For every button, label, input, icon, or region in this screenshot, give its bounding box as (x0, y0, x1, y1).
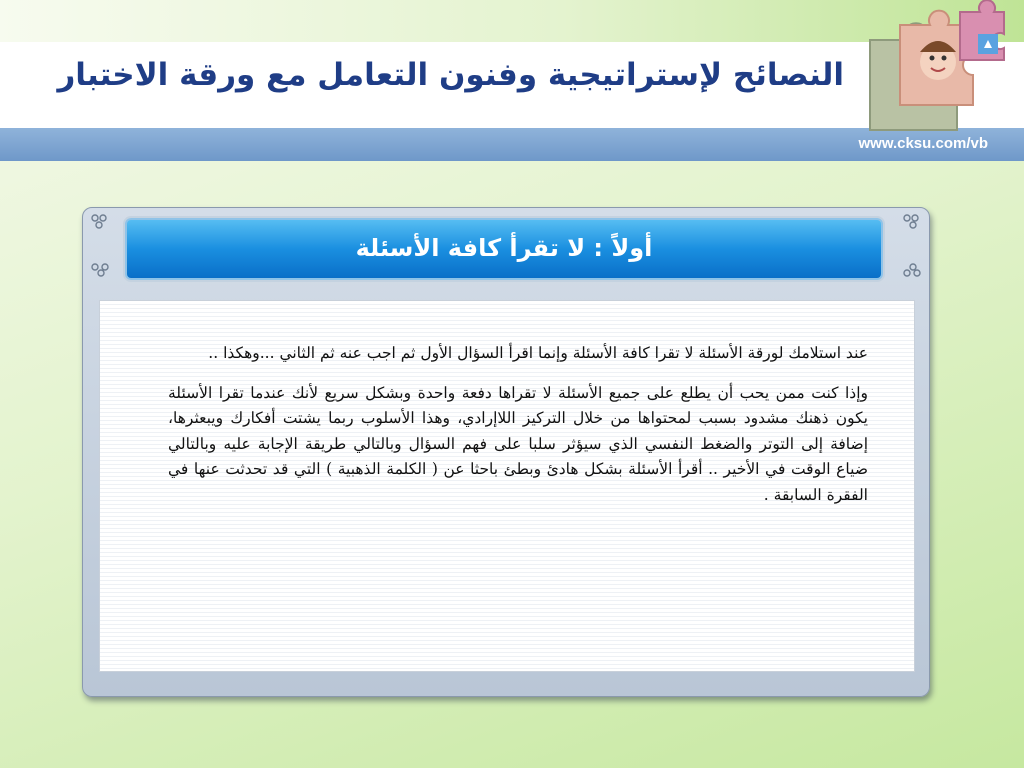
dots-ornament-icon (91, 262, 109, 278)
paragraph-2: وإذا كنت ممن يحب أن يطلع على جميع الأسئلة لا تقراها دفعة واحدة وبشكل سريع لأنك عندما تقرا الأسئلة يكون ذهنك مشدود بسبب لمحتواها من خلال التركيز اللاإرادي، وهذا الأسلوب ربما يشتت أفكارك ويبعثرها، إضافة إلى التوتر والضغط النفسي الذي سيؤثر سلبا على فهم السؤال وبالتالي طريقة الإجابة عليه وبالتالي ضياع الوقت في الأخير .. أقرأ الأسئلة بشكل هادئ وبطئ باحثا عن ( الكلمة الذهبية ) التي قد تحدثت عنها في الفقرة السابقة . (168, 383, 868, 504)
heading-banner (125, 218, 883, 280)
dots-ornament-icon (903, 214, 921, 230)
dots-ornament-icon (903, 262, 921, 278)
site-url: www.cksu.com/vb (858, 135, 988, 152)
paragraph-1: عند استلامك لورقة الأسئلة لا تقرا كافة الأسئلة وإنما اقرأ السؤال الأول ثم اجب عنه ثم الثاني ...وهكذا .. (208, 344, 868, 362)
dots-ornament-icon (91, 214, 109, 230)
slide-title: النصائح لإستراتيجية وفنون التعامل مع ورقة الاختبار (57, 57, 844, 93)
content-text (168, 341, 868, 522)
content-frame (82, 207, 930, 697)
content-panel (99, 300, 915, 672)
card-heading: أولاً : لا تقرأ كافة الأسئلة (355, 234, 653, 262)
puzzle-children-logo (860, 0, 1010, 140)
